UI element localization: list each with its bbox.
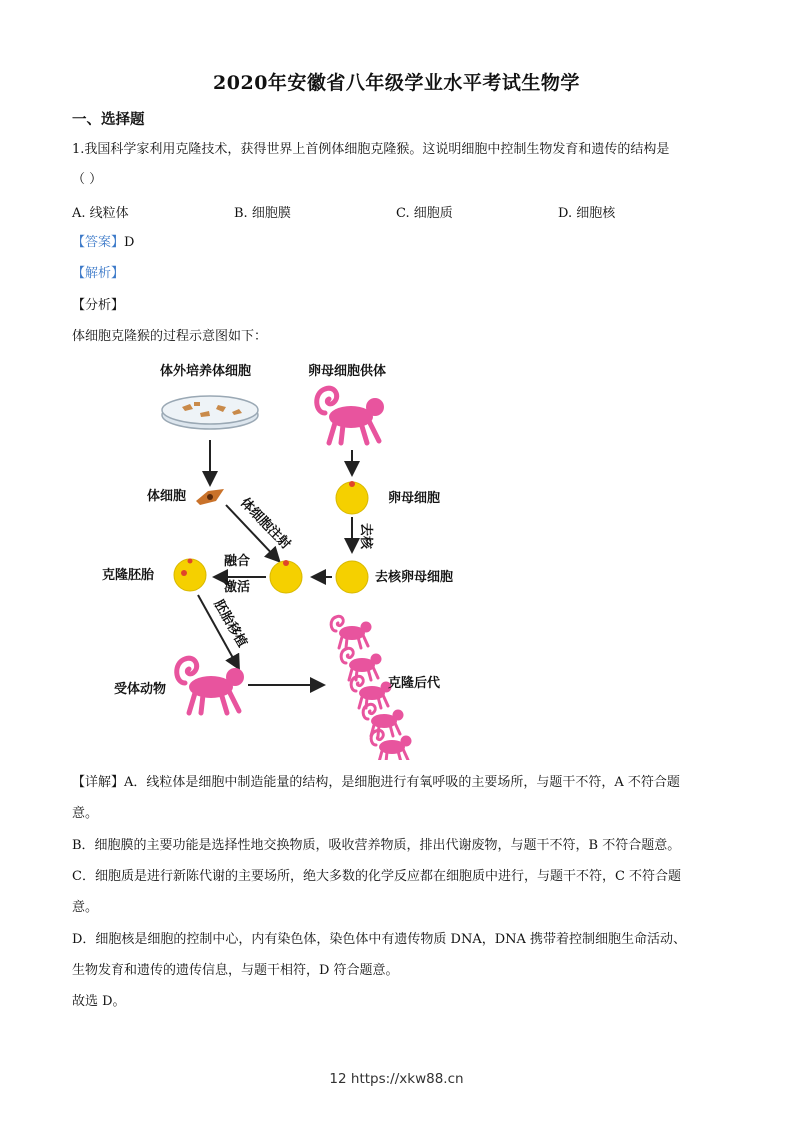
label-egg-donor: 卵母细胞供体 (308, 364, 387, 379)
answer-blank: （ ） (72, 172, 103, 187)
label-somatic-cell: 体细胞 (147, 489, 187, 504)
cloned-embryo-icon (174, 559, 206, 592)
cloning-process-diagram (100, 355, 500, 760)
answer-line (72, 233, 134, 253)
culture-dish-icon (162, 396, 258, 429)
conclusion: 故选 D。 (72, 994, 126, 1009)
label-recipient: 受体动物 (114, 682, 167, 697)
page-footer: 12 https://xkw88.cn (329, 1071, 464, 1087)
egg-donor-monkey-icon (317, 388, 384, 443)
label-somatic-injection: 体细胞注射 (237, 495, 294, 553)
answer-value: D (124, 235, 135, 250)
section-heading: 一、选择题 (72, 111, 145, 128)
detail-c-line1: C．细胞质是进行新陈代谢的主要场所，绝大多数的化学反应都在细胞质中进行，与题干不符，C 不符合题 (72, 869, 682, 884)
question-stem: 1.我国科学家利用克隆技术，获得世界上首例体细胞克隆猴。这说明细胞中控制生物发育和遗传的结构是 (72, 142, 670, 157)
reconstructed-cell-icon (270, 560, 302, 593)
label-culture: 体外培养体细胞 (160, 364, 252, 379)
label-cloned-embryo: 克隆胚胎 (102, 568, 155, 583)
option-a: A. 线粒体 (72, 206, 129, 221)
detail-a-line2: 意。 (72, 806, 99, 821)
option-d: D. 细胞核 (558, 206, 616, 221)
fenxi-label: 【分析】 (72, 298, 125, 313)
enucleated-oocyte-icon (336, 561, 368, 593)
detail-a-line1: 【详解】A．线粒体是细胞中制造能量的结构，是细胞进行有氧呼吸的主要场所，与题干不符，A 不符合题 (72, 775, 680, 790)
label-embryo-transfer: 胚胎移植 (210, 597, 250, 651)
somatic-cell-icon (196, 489, 224, 505)
label-oocyte: 卵母细胞 (388, 491, 441, 506)
detail-b: B．细胞膜的主要功能是选择性地交换物质，吸收营养物质，排出代谢废物，与题干不符，B 不符合题意。 (72, 838, 681, 853)
detail-c-line2: 意。 (72, 900, 99, 915)
oocyte-icon (336, 481, 368, 514)
analysis-label: 【解析】 (72, 266, 125, 281)
recipient-monkey-icon (177, 658, 244, 713)
label-fusion: 融合 (224, 554, 251, 569)
diagram-intro: 体细胞克隆猴的过程示意图如下： (72, 329, 268, 344)
detail-d-line2: 生物发育和遗传的遗传信息，与题干相符，D 符合题意。 (72, 963, 399, 978)
label-enucleate: 去核 (358, 523, 373, 550)
detail-d-line1: D．细胞核是细胞的控制中心，内有染色体，染色体中有遗传物质 DNA，DNA 携带着控制细胞生命活动、 (72, 932, 687, 947)
option-b: B. 细胞膜 (234, 206, 291, 221)
label-activation: 激活 (224, 580, 251, 595)
answer-label: 【答案】 (72, 235, 125, 250)
label-enucleated-oocyte: 去核卵母细胞 (375, 570, 454, 585)
label-offspring: 克隆后代 (388, 676, 441, 691)
option-c: C. 细胞质 (396, 206, 453, 221)
page-title: 2020年安徽省八年级学业水平考试生物学 (213, 72, 580, 94)
